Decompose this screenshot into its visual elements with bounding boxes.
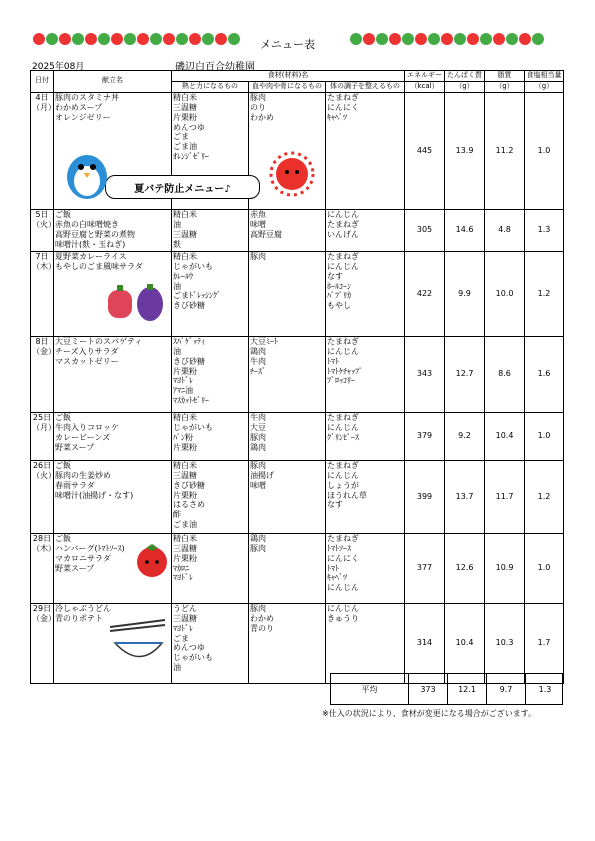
col-energy-food: 熱と力になるもの (172, 81, 249, 92)
regulate-food-cell: にんじん たまねぎ いんげん (326, 209, 405, 251)
protein-cell: 12.6 (445, 533, 485, 603)
kcal-cell: 314 (405, 603, 445, 683)
dishes-cell: 大豆ミートのスパゲティ チーズ入りサラダ マスカットゼリー (54, 336, 172, 412)
protein-cell: 13.9 (445, 92, 485, 209)
salt-cell: 1.0 (525, 92, 564, 209)
average-fat: 9.7 (486, 674, 525, 704)
dishes-cell: 豚肉のスタミナ丼 わかめスープ オレンジゼリー (54, 92, 172, 209)
date-label: 29日 (32, 603, 52, 613)
energy-food-cell: ｽﾊﾟｹﾞｯﾃｨ 油 きび砂糖 片栗粉 ﾏﾖﾄﾞﾚ ｱﾏﾆ油 ﾏｽｶｯﾄｾﾞﾘｰ (172, 336, 249, 412)
body-food-cell: 鶏肉 豚肉 (249, 533, 326, 603)
dishes-cell: 冷しゃぶうどん 青のりポテト (54, 603, 172, 683)
body-food-cell: 豚肉 (249, 251, 326, 336)
menu-row (31, 412, 564, 460)
weekday-label: （金） (32, 613, 56, 623)
kcal-cell: 445 (405, 92, 445, 209)
col-fat-unit: （g） (485, 81, 525, 92)
kcal-cell: 377 (405, 533, 445, 603)
dishes-cell: ご飯 ハンバーグ(ﾄﾏﾄｿｰｽ) マカロニサラダ 野菜スープ (54, 533, 172, 603)
fat-cell: 11.7 (485, 460, 525, 533)
fat-cell: 10.4 (485, 412, 525, 460)
body-food-cell: 豚肉 油揚げ 味噌 (249, 460, 326, 533)
col-protein-unit: （g） (445, 81, 485, 92)
salt-cell: 1.6 (525, 336, 564, 412)
col-salt-unit: （g） (525, 81, 564, 92)
protein-cell: 14.6 (445, 209, 485, 251)
weekday-label: （月） (32, 102, 56, 112)
col-dish: 献立名 (54, 71, 172, 93)
regulate-food-cell: たまねぎ にんにく ｷｬﾍﾞﾂ (326, 92, 405, 209)
kcal-cell: 343 (405, 336, 445, 412)
average-protein: 12.1 (447, 674, 486, 704)
average-row (330, 673, 563, 705)
protein-cell: 10.4 (445, 603, 485, 683)
dishes-cell: ご飯 赤魚の白味噌焼き 高野豆腐と野菜の煮物 味噌汁(麩・玉ねぎ) (54, 209, 172, 251)
page-title: メニュー表 (260, 38, 315, 51)
date-cell (31, 412, 54, 460)
menu-row (31, 460, 564, 533)
footnote: ※仕入の状況により、食材が変更になる場合がございます。 (322, 709, 537, 718)
salt-cell: 1.3 (525, 209, 564, 251)
weekday-label: （木） (32, 261, 56, 271)
col-body-food: 血や肉や骨になるもの (249, 81, 326, 92)
protein-cell: 12.7 (445, 336, 485, 412)
tomato-illustration (132, 540, 172, 582)
dishes-cell: ご飯 牛肉入りコロッケ カレービーンズ 野菜スープ (54, 412, 172, 460)
salt-cell: 1.7 (525, 603, 564, 683)
date-cell (31, 603, 54, 683)
body-food-cell: 赤魚 味噌 高野豆腐 (249, 209, 326, 251)
year-month: 2025年08月 (32, 62, 85, 72)
regulate-food-cell: にんじん きゅうり (326, 603, 405, 683)
weekday-label: （火） (32, 470, 56, 480)
menu-row (31, 209, 564, 251)
header-decoration-right (350, 33, 544, 47)
col-energy-unit: （kcal） (405, 81, 445, 92)
body-food-cell: 豚肉 のり わかめ (249, 92, 326, 209)
regulate-food-cell: たまねぎ にんじん ﾄﾏﾄ ﾄﾏﾄｹﾁｬｯﾌﾟ ﾌﾞﾛｯｺﾘｰ (326, 336, 405, 412)
col-ingredients: 食材(材料)名 (172, 71, 405, 82)
dishes-cell: ご飯 豚肉の生姜炒め 春雨サラダ 味噌汁(油揚げ・なす) (54, 460, 172, 533)
salt-cell: 1.2 (525, 251, 564, 336)
date-label: 5日 (35, 209, 49, 219)
regulate-food-cell: たまねぎ ﾄﾏﾄｿｰｽ にんにく ﾄﾏﾄ ｷｬﾍﾞﾂ にんじん (326, 533, 405, 603)
average-label: 平均 (361, 684, 378, 694)
dishes-cell: 夏野菜カレーライス もやしのごま風味サラダ (54, 251, 172, 336)
average-kcal: 373 (408, 674, 447, 704)
header-decoration-left (33, 33, 240, 47)
date-cell (31, 92, 54, 209)
average-salt: 1.3 (525, 674, 564, 704)
energy-food-cell: 精白米 三温糖 片栗粉 めんつゆ ごま ごま油 ｵﾚﾝｼﾞｾﾞﾘｰ (172, 92, 249, 209)
date-cell (31, 460, 54, 533)
col-salt: 食塩相当量 (525, 71, 564, 82)
col-energy: エネルギー (405, 71, 445, 82)
school-name: 磯辺白百合幼稚園 (175, 62, 255, 73)
col-date: 日付 (31, 71, 54, 93)
menu-row (31, 336, 564, 412)
protein-cell: 9.2 (445, 412, 485, 460)
weekday-label: （木） (32, 543, 56, 553)
penguin-illustration (60, 145, 115, 200)
date-cell (31, 533, 54, 603)
weekday-label: （火） (32, 219, 56, 229)
salt-cell: 1.0 (525, 533, 564, 603)
col-protein: たんぱく質 (445, 71, 485, 82)
energy-food-cell: 精白米 じゃがいも ﾊﾟﾝ粉 片栗粉 (172, 412, 249, 460)
date-cell (31, 336, 54, 412)
date-cell (31, 209, 54, 251)
regulate-food-cell: たまねぎ にんじん しょうが ほうれん草 なす (326, 460, 405, 533)
kcal-cell: 305 (405, 209, 445, 251)
sun-illustration (268, 150, 316, 198)
energy-food-cell: 精白米 油 三温糖 麩 (172, 209, 249, 251)
vegetable-illustration (100, 282, 170, 327)
regulate-food-cell: たまねぎ にんじん なす ﾎｰﾙｺｰﾝ ﾊﾟﾌﾟﾘｶ もやし (326, 251, 405, 336)
fat-cell: 11.2 (485, 92, 525, 209)
date-label: 7日 (35, 251, 49, 261)
kcal-cell: 379 (405, 412, 445, 460)
body-food-cell: 大豆ﾐｰﾄ 鶏肉 牛肉 ﾁｰｽﾞ (249, 336, 326, 412)
salt-cell: 1.2 (525, 460, 564, 533)
weekday-label: （月） (32, 422, 56, 432)
protein-cell: 13.7 (445, 460, 485, 533)
summer-banner: 夏バテ防止メニュー♪ (105, 175, 260, 199)
body-food-cell: 牛肉 大豆 豚肉 鶏肉 (249, 412, 326, 460)
date-cell (31, 251, 54, 336)
date-label: 4日 (35, 92, 49, 102)
fat-cell: 10.3 (485, 603, 525, 683)
energy-food-cell: 精白米 じゃがいも ｶﾚｰﾙｳ 油 ごまﾄﾞﾚｯｼﾝｸﾞ きび砂糖 (172, 251, 249, 336)
menu-row (31, 533, 564, 603)
fat-cell: 8.6 (485, 336, 525, 412)
col-regulate-food: 体の調子を整えるもの (326, 81, 405, 92)
body-food-cell: 豚肉 わかめ 青のり (249, 603, 326, 683)
date-label: 25日 (32, 412, 52, 422)
energy-food-cell: 精白米 三温糖 片栗粉 ﾏｶﾛﾆ ﾏﾖﾄﾞﾚ (172, 533, 249, 603)
kcal-cell: 399 (405, 460, 445, 533)
fat-cell: 4.8 (485, 209, 525, 251)
fat-cell: 10.0 (485, 251, 525, 336)
date-label: 8日 (35, 336, 49, 346)
fat-cell: 10.9 (485, 533, 525, 603)
kcal-cell: 422 (405, 251, 445, 336)
date-label: 28日 (32, 533, 52, 543)
regulate-food-cell: たまねぎ にんじん ｸﾞﾘﾝﾋﾟｰｽ (326, 412, 405, 460)
energy-food-cell: うどん 三温糖 ﾏﾖﾄﾞﾚ ごま めんつゆ じゃがいも 油 (172, 603, 249, 683)
salt-cell: 1.0 (525, 412, 564, 460)
energy-food-cell: 精白米 三温糖 きび砂糖 片栗粉 はるさめ 酢 ごま油 (172, 460, 249, 533)
protein-cell: 9.9 (445, 251, 485, 336)
weekday-label: （金） (32, 346, 56, 356)
col-fat: 脂質 (485, 71, 525, 82)
udon-bowl-illustration (100, 615, 170, 670)
date-label: 26日 (32, 460, 52, 470)
